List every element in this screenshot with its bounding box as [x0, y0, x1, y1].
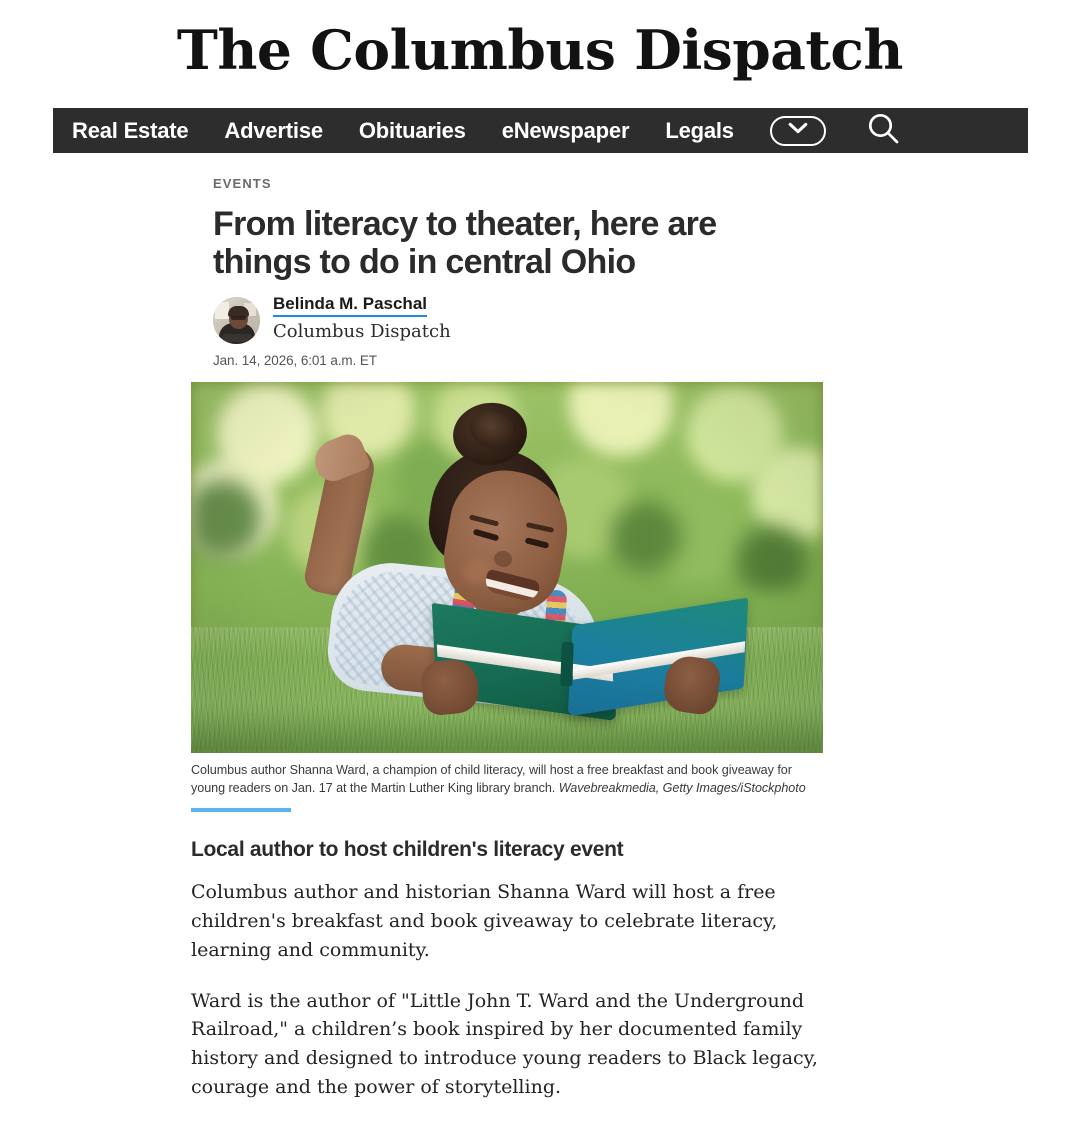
lead-image[interactable]: [191, 382, 823, 753]
article-body: [191, 838, 823, 1102]
page-title: From literacy to theater, here are things to do in central Ohio: [213, 205, 717, 282]
search-button[interactable]: [866, 111, 900, 150]
article-paragraph: Columbus author and historian Shanna Ward will host a free children's breakfast and book giveaway to celebrate literacy, learning and community.: [191, 880, 778, 961]
image-caption: [191, 762, 823, 797]
article-paragraph: Ward is the author of "Little John T. Ward and the Underground Railroad," a children’s book inspired by her documented family history and designed to introduce young readers to Black legacy, courage and the power of storytelling.: [191, 989, 818, 1099]
site-masthead: [0, 0, 1080, 100]
site-logo[interactable]: The Columbus Dispatch: [176, 18, 904, 82]
article-container: [191, 176, 831, 1124]
nav-item-legals[interactable]: Legals: [665, 117, 734, 143]
image-credit: Wavebreakmedia, Getty Images/iStockphoto: [558, 780, 806, 795]
avatar: [213, 297, 260, 344]
nav-item-enewspaper[interactable]: eNewspaper: [501, 117, 630, 143]
author-link[interactable]: Belinda M. Paschal: [273, 295, 427, 317]
lead-figure: [191, 382, 831, 812]
article-timestamp: Jan. 14, 2026, 6:01 a.m. ET: [213, 353, 377, 369]
caption-text: Columbus author Shanna Ward, a champion of child literacy, will host a free breakfast and book giveaway for young readers on Jan. 17 at the Martin Luther King library branch.: [191, 763, 792, 795]
article-kicker[interactable]: EVENTS: [213, 176, 272, 191]
primary-navigation: [53, 108, 1028, 153]
section-subheading: Local author to host children's literacy event: [191, 837, 624, 861]
nav-item-real-estate[interactable]: Real Estate: [72, 117, 189, 143]
byline: [213, 295, 831, 344]
search-icon: [866, 111, 900, 150]
caption-divider: [191, 808, 291, 812]
byline-outlet: Columbus Dispatch: [273, 320, 451, 342]
chevron-down-icon: [788, 122, 808, 140]
nav-more-button[interactable]: [770, 116, 826, 146]
nav-item-advertise[interactable]: Advertise: [224, 117, 323, 143]
nav-item-obituaries[interactable]: Obituaries: [358, 117, 466, 143]
